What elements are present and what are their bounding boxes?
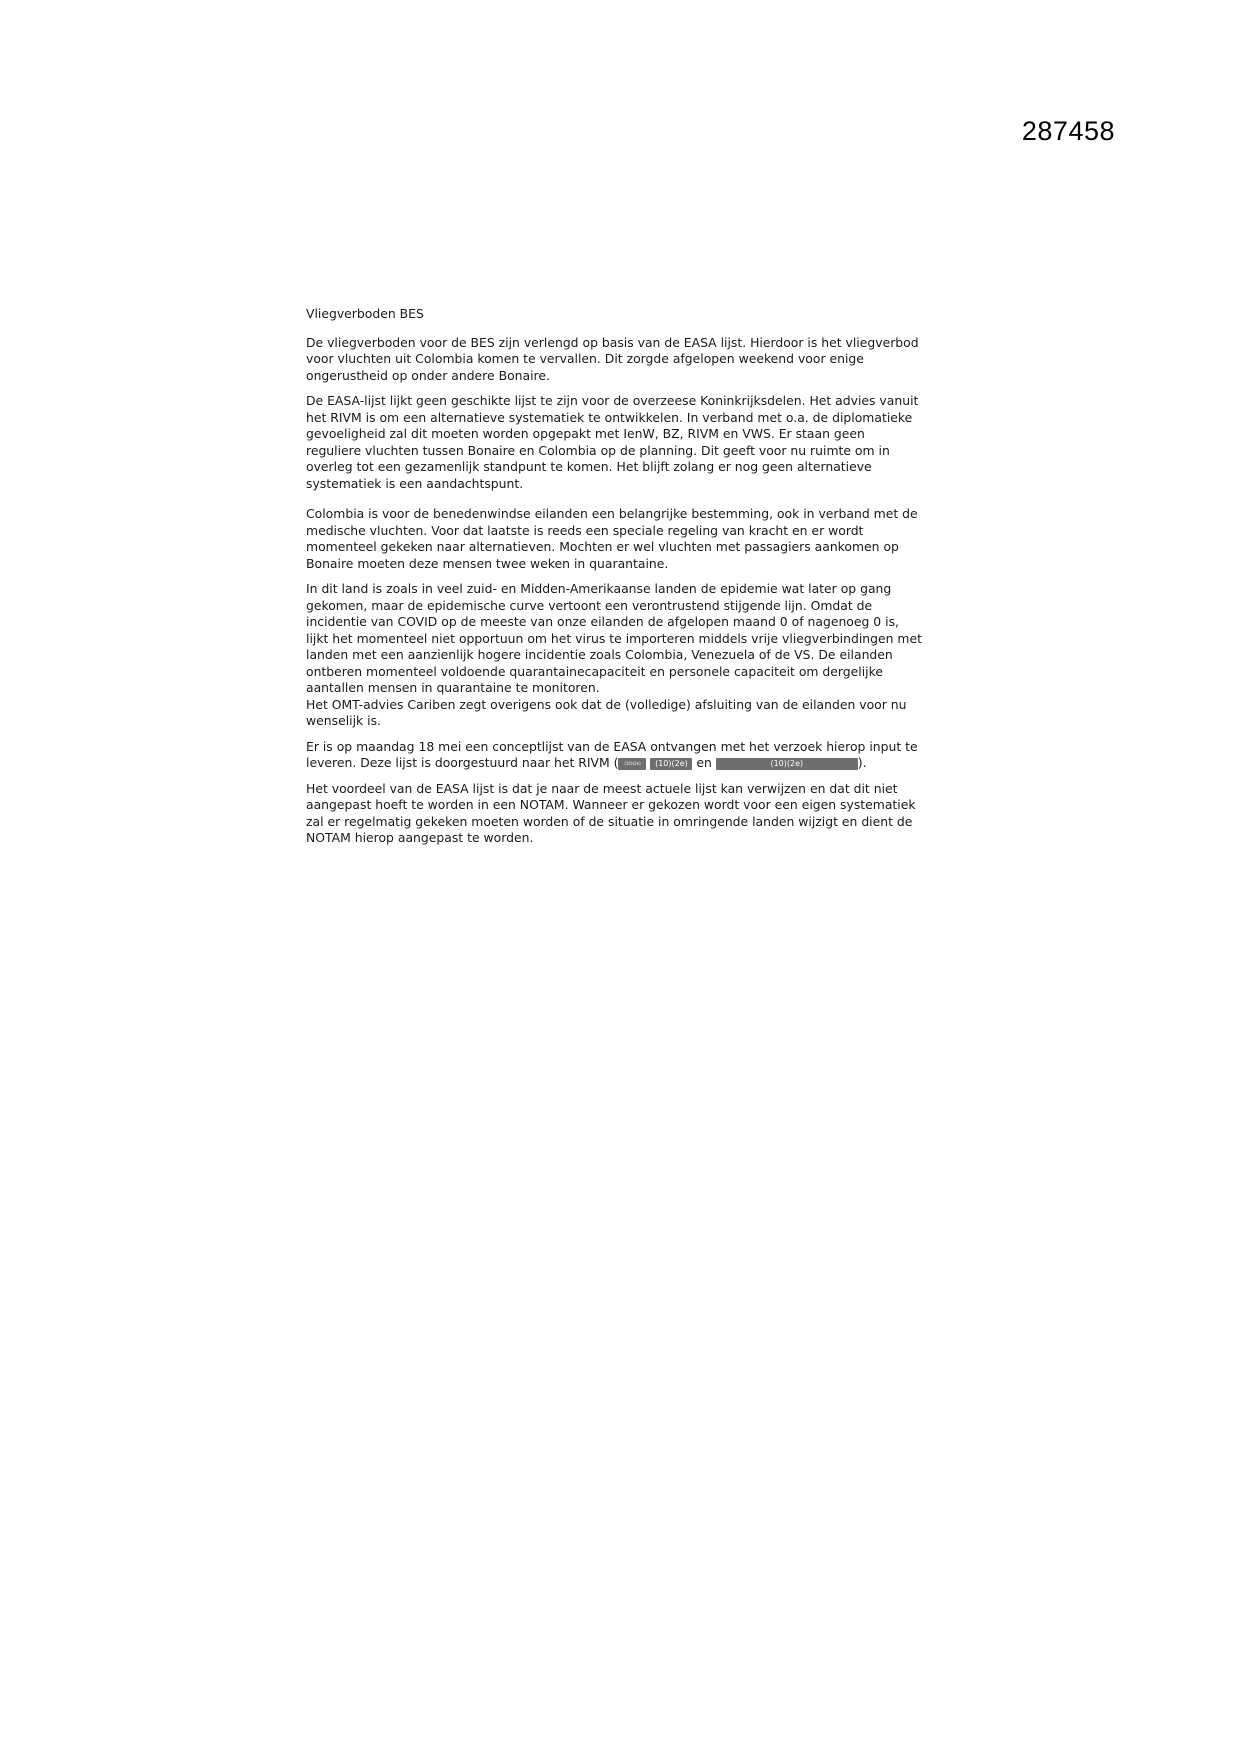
text-fragment: ). bbox=[857, 755, 867, 770]
paragraph-colombia bbox=[306, 506, 946, 572]
text-line: lijkt het momenteel niet opportuun om het virus te importeren middels vrije vliegverbindingen met bbox=[306, 630, 922, 646]
text-line: Bonaire moeten deze mensen twee weken in quarantaine. bbox=[306, 555, 669, 571]
text-line: incidentie van COVID op de meeste van onze eilanden de afgelopen maand 0 of nagenoeg 0 is, bbox=[306, 614, 899, 629]
text-fragment: leveren. Deze lijst is doorgestuurd naar het RIVM ( bbox=[306, 755, 619, 770]
text-line: aangepast hoeft te worden in een NOTAM. Wanneer er gekozen wordt voor een eigen systematiek bbox=[306, 797, 916, 812]
document-number: 287458 bbox=[1021, 116, 1115, 146]
text-fragment: en bbox=[692, 755, 716, 770]
text-line: systematiek is een aandachtspunt. bbox=[306, 475, 524, 491]
text-line: wenselijk is. bbox=[306, 713, 381, 728]
text-line: gekomen, maar de epidemische curve vertoont een verontrustend stijgende lijn. Omdat de bbox=[306, 597, 873, 613]
text-line: NOTAM hierop aangepast te worden. bbox=[306, 830, 534, 845]
text-line: overleg tot een gezamenlijk standpunt te komen. Het blijft zolang er nog geen alternatieve bbox=[306, 459, 872, 474]
text-line: De EASA-lijst lijkt geen geschikte lijst te zijn voor de overzeese Koninkrijksdelen. Het advies vanuit bbox=[306, 393, 919, 408]
document-heading: Vliegverboden BES bbox=[306, 306, 424, 321]
text-line: medische vluchten. Voor dat laatste is reeds een speciale regeling van kracht en er wordt bbox=[306, 522, 864, 538]
text-line: Er is op maandag 18 mei een conceptlijst van de EASA ontvangen met het verzoek hierop input te bbox=[306, 738, 918, 754]
text-line: ontberen momenteel voldoende quarantainecapaciteit en personele capaciteit om dergelijke bbox=[306, 663, 883, 679]
redaction-block: (10)(2e) bbox=[650, 758, 692, 770]
text-line: momenteel gekeken naar alternatieven. Mochten er wel vluchten met passagiers aankomen op bbox=[306, 539, 899, 554]
text-line: Het OMT-advies Cariben zegt overigens ook dat de (volledige) afsluiting van de eilanden voor nu bbox=[306, 696, 907, 712]
text-line: zal er regelmatig gekeken moeten worden of de situatie in omringende landen wijzigt en dient de bbox=[306, 813, 913, 829]
redaction-block: (10)(2e) bbox=[618, 758, 646, 770]
text-line: aantallen mensen in quarantaine te monitoren. bbox=[306, 680, 600, 695]
redaction-block: (10)(2e) bbox=[716, 758, 858, 770]
text-line: landen met een aanzienlijk hogere incidentie zoals Colombia, Venezuela of de VS. De eilanden bbox=[306, 647, 893, 662]
document-body bbox=[306, 306, 946, 856]
text-line: ongerustheid op onder andere Bonaire. bbox=[306, 367, 550, 383]
paragraph-vliegverboden bbox=[306, 335, 946, 385]
paragraph-easa-lijst bbox=[306, 393, 946, 492]
text-line: Het voordeel van de EASA lijst is dat je naar de meest actuele lijst kan verwijzen en dat dit niet bbox=[306, 780, 898, 796]
text-line-with-redactions bbox=[306, 755, 946, 772]
paragraph-conceptlijst bbox=[306, 739, 946, 772]
text-line: De vliegverboden voor de BES zijn verlengd op basis van de EASA lijst. Hierdoor is het vliegverbod bbox=[306, 334, 919, 350]
text-line: Colombia is voor de benedenwindse eilanden een belangrijke bestemming, ook in verband met de bbox=[306, 506, 918, 521]
paragraph-voordeel bbox=[306, 781, 946, 847]
text-line: In dit land is zoals in veel zuid- en Midden-Amerikaanse landen de epidemie wat later op gang bbox=[306, 581, 892, 596]
text-line: het RIVM is om een alternatieve systematiek te ontwikkelen. In verband met o.a. de diplomatieke bbox=[306, 409, 913, 425]
paragraph-epidemie bbox=[306, 581, 946, 730]
text-line: reguliere vluchten tussen Bonaire en Colombia op de planning. Dit geeft voor nu ruimte om in bbox=[306, 442, 890, 458]
text-line: gevoeligheid zal dit moeten worden opgepakt met IenW, BZ, RIVM en VWS. Er staan geen bbox=[306, 426, 865, 441]
text-line: voor vluchten uit Colombia komen te vervallen. Dit zorgde afgelopen weekend voor enige bbox=[306, 351, 864, 366]
